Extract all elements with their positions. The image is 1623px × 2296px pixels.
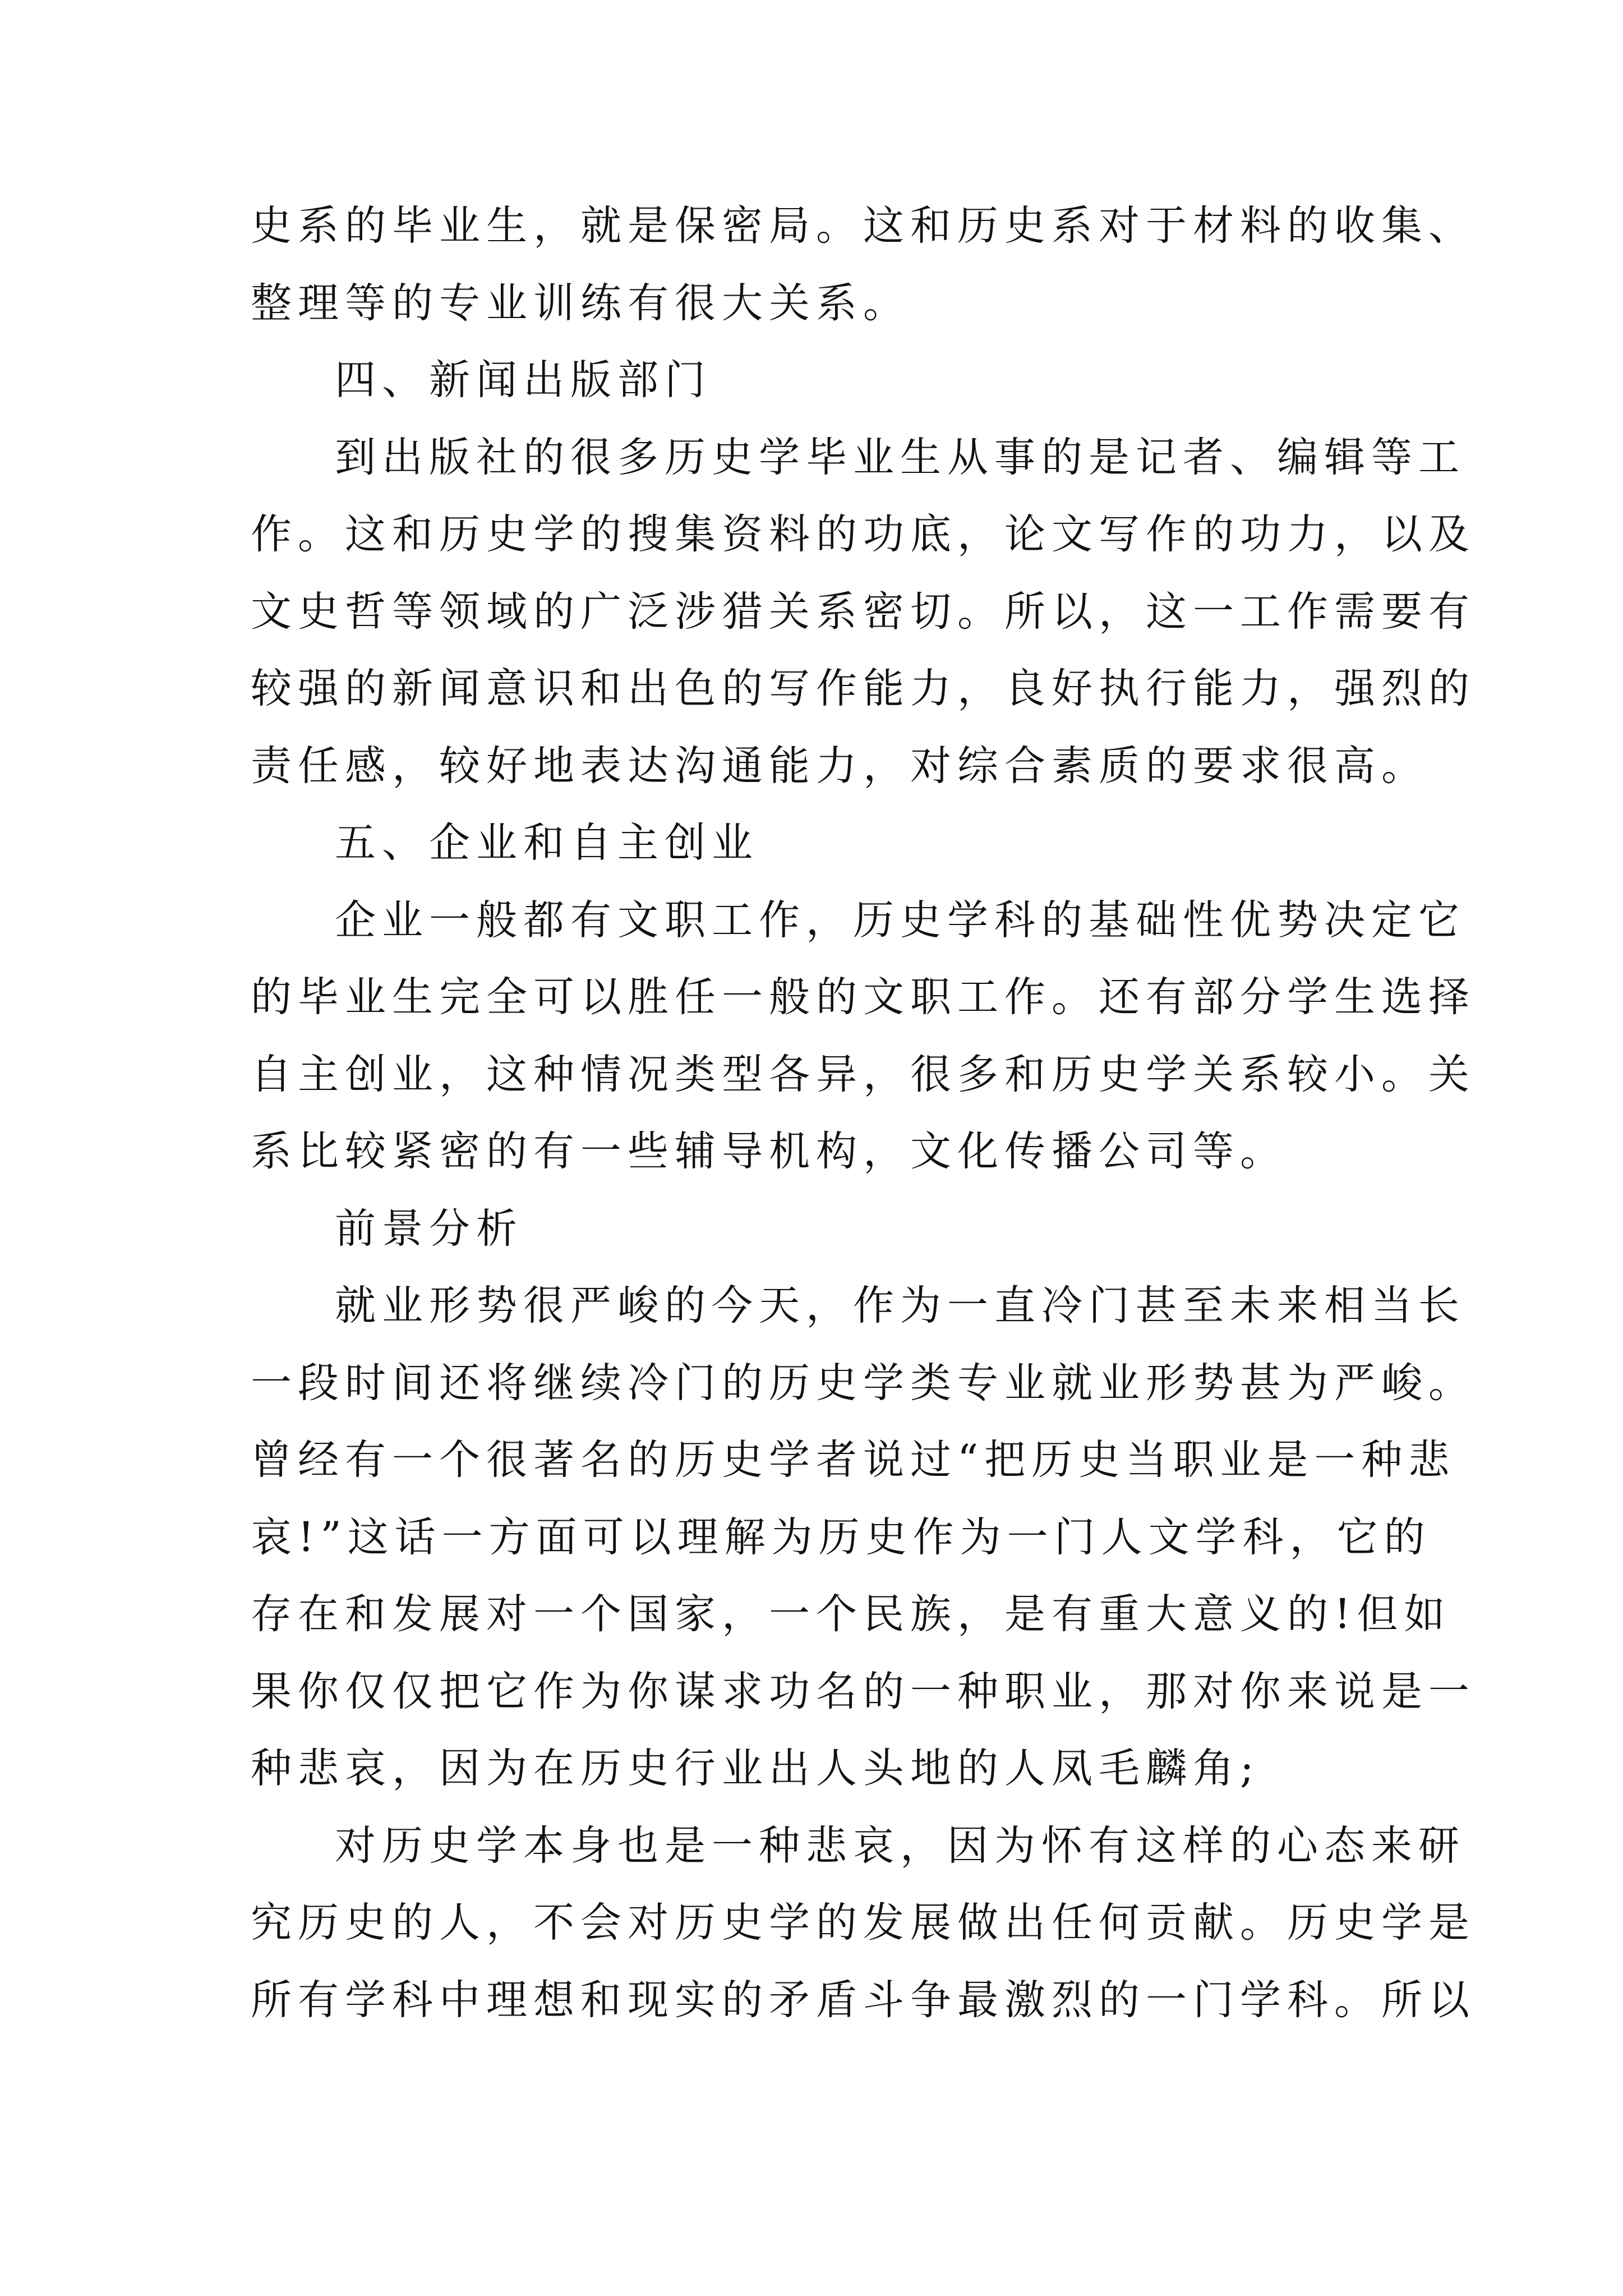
text-line: 的毕业生完全可以胜任一般的文职工作。还有部分学生选择 — [251, 973, 1476, 1021]
text-line: 果你仅仅把它作为你谋求功名的一种职业，那对你来说是一 — [251, 1667, 1476, 1715]
text-line: 就业形势很严峻的今天，作为一直冷门甚至未来相当长 — [335, 1282, 1465, 1329]
text-line: 曾经有一个很著名的历史学者说过“把历史当职业是一种悲 — [251, 1436, 1456, 1484]
text-line: 自主创业，这种情况类型各异，很多和历史学关系较小。关 — [251, 1050, 1476, 1098]
text-line: 究历史的人，不会对历史学的发展做出任何贡献。历史学是 — [251, 1899, 1476, 1947]
text-line: 系比较紧密的有一些辅导机构，文化传播公司等。 — [251, 1128, 1287, 1175]
text-line: 一段时间还将继续冷门的历史学类专业就业形势甚为严峻。 — [251, 1359, 1476, 1407]
document-body — [251, 187, 1476, 2039]
text-line: 哀!”这话一方面可以理解为历史作为一门人文学科，它的 — [251, 1513, 1431, 1561]
section-heading: 前景分析 — [335, 1204, 523, 1253]
text-line: 作。这和历史学的搜集资料的功底，论文写作的功力，以及 — [251, 510, 1476, 558]
text-line: 责任感，较好地表达沟通能力，对综合素质的要求很高。 — [251, 742, 1428, 790]
text-line: 较强的新闻意识和出色的写作能力，良好执行能力，强烈的 — [251, 665, 1476, 712]
text-line: 种悲哀，因为在历史行业出人头地的人凤毛麟角; — [251, 1745, 1260, 1792]
text-line: 文史哲等领域的广泛涉猎关系密切。所以，这一工作需要有 — [251, 587, 1476, 636]
text-line: 整理等的专业训练有很大关系。 — [251, 279, 910, 327]
text-line: 对历史学本身也是一种悲哀，因为怀有这样的心态来研 — [335, 1821, 1465, 1870]
section-heading: 四、新闻出版部门 — [335, 356, 712, 404]
text-line: 企业一般都有文职工作，历史学科的基础性优势决定它 — [335, 896, 1465, 944]
section-heading: 五、企业和自主创业 — [335, 819, 759, 867]
text-line: 史系的毕业生，就是保密局。这和历史系对于材料的收集、 — [251, 202, 1476, 250]
text-line: 到出版社的很多历史学毕业生从事的是记者、编辑等工 — [335, 433, 1465, 481]
text-line: 存在和发展对一个国家，一个民族，是有重大意义的!但如 — [251, 1590, 1451, 1638]
text-line: 所有学科中理想和现实的矛盾斗争最激烈的一门学科。所以 — [251, 1976, 1476, 2024]
